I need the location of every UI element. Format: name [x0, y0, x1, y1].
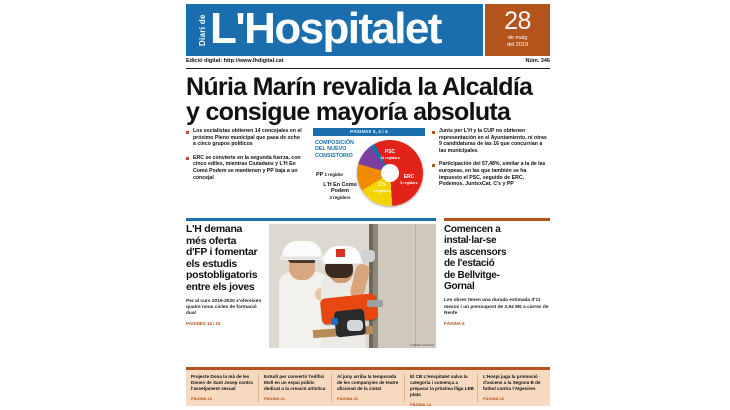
teaser-strip-rule — [186, 367, 550, 370]
masthead-year: del 2019 — [506, 42, 529, 48]
teaser-page[interactable]: PÀGINA 24 — [410, 401, 431, 407]
masthead-blue-panel — [186, 4, 483, 56]
lead-story-pages[interactable]: PÀGINES 14 i 15 — [186, 320, 221, 326]
photo-hardhat-logo — [336, 249, 345, 257]
edition-line — [186, 58, 550, 69]
edition-url[interactable]: Edició digital: http://www.lhdigital.cat — [186, 58, 284, 64]
rule-orange — [444, 218, 550, 221]
side-headline-line: Comencen a — [444, 224, 501, 235]
teaser-divider — [404, 374, 405, 402]
teaser-page[interactable]: PÀGINA 21 — [264, 395, 285, 401]
pie-label-erc-name: ERC — [403, 174, 415, 180]
pie-label-cs-seats: 4 regidors — [373, 188, 391, 193]
bullet-text: ERC se convierte en la segunda fuerza, con cinco ediles, mientras Ciutadans y L'H En Comú Podem se mantienen y PP baja a un concejal — [193, 154, 301, 181]
masthead-kicker: Diari de — [198, 14, 207, 46]
bullet-item — [186, 155, 304, 181]
main-stories-block — [186, 218, 550, 366]
bullet-item — [432, 161, 550, 187]
teaser-page[interactable]: PÀGINA 20 — [337, 395, 358, 401]
masthead-month: de maig — [507, 35, 528, 41]
teaser-divider — [258, 374, 259, 402]
lead-headline-line: L'H demana — [186, 223, 243, 235]
teaser-text: Al juny arriba la temporada de les companyies de teatre aficionat de la ciutat — [337, 374, 399, 391]
teaser-item[interactable] — [264, 374, 328, 402]
pie-label-cs — [371, 183, 393, 193]
photo-wall-right — [377, 224, 436, 348]
legend-lhencomu-seats: 3 regidors — [329, 194, 351, 200]
bullet-text: Participación del 57,48%, similar a la de las europeas, en las que también se ha impuesto el PSC, seguido de ERC, Podemos, JuntsxCat, C's y PP — [439, 161, 546, 188]
pie-label-psc-seats: 14 regidors — [380, 155, 400, 160]
lead-headline-line: d'FP i fomentar — [186, 246, 258, 259]
teaser-item[interactable] — [191, 374, 255, 402]
teaser-text: El CB L'Hospitalet salva la categoria i comença a preparar la pròxima lliga LEB plata — [410, 374, 474, 397]
photo-glove-lower — [347, 320, 363, 331]
lead-headline-line: els estudis — [186, 257, 237, 270]
lead-story-subhead: Per al curs 2019-2020 s'ofereixen quatre nous cicles de formació dual — [186, 298, 262, 316]
lead-headline-line: entre els joves — [186, 280, 255, 293]
bullet-square-icon — [186, 131, 189, 134]
photo-nail-gun-nose — [367, 300, 383, 307]
legend-pp-seats: 1 regidor — [324, 172, 344, 177]
main-headline — [186, 75, 550, 125]
masthead-date-box — [485, 4, 550, 56]
side-headline-line: Gornal — [444, 281, 475, 293]
teaser-page[interactable]: PÀGINA 16 — [191, 395, 212, 401]
lead-headline-line: postobligatoris — [186, 269, 258, 282]
legend-lhencomu — [315, 182, 365, 200]
teaser-item[interactable] — [337, 374, 401, 402]
side-story-headline — [444, 224, 550, 292]
paper-sheet — [181, 0, 555, 410]
teaser-divider — [331, 374, 332, 402]
pie-label-psc — [371, 150, 409, 160]
lead-headline-line: més oferta — [186, 234, 237, 247]
teaser-strip — [186, 370, 550, 406]
photo-nail-gun-detail — [331, 318, 338, 325]
photo-wall-seam — [415, 224, 416, 348]
summary-zone — [186, 128, 550, 214]
lead-story-photo — [269, 224, 436, 348]
side-headline-line: els ascensors — [444, 246, 507, 258]
photo-glove-upper — [361, 250, 375, 262]
pie-label-erc-seats: 5 regidors — [400, 180, 418, 185]
side-headline-line: de l'estació — [444, 258, 495, 270]
legend-lhencomu-party: L'H En Comú Podem — [323, 182, 357, 195]
bullet-square-icon — [432, 131, 435, 134]
council-composition-infographic — [313, 128, 425, 214]
side-story-pages[interactable]: PÀGINA 6 — [444, 321, 465, 327]
bullet-text: Los socialistas obtienen 14 concejales en el próximo Pleno municipal que pasa de ocho a cinco grupos políticos — [193, 128, 302, 148]
teaser-text: Estudi per convertir l'edifici Moll en un espai públic dedicat a la creació artística — [264, 374, 326, 391]
photo-credit: GABRIEL CAZADO — [409, 343, 434, 347]
bullet-column-left — [186, 128, 304, 188]
masthead-day: 28 — [504, 7, 531, 35]
teaser-item[interactable] — [410, 374, 474, 408]
teaser-text: Projecte Dona la mà de les Dones de Sant Josep contra l'assetjament sexual — [191, 374, 253, 391]
infographic-pages-bar[interactable]: PÁGINAS 3, 4 i 5 — [313, 128, 425, 136]
side-headline-line: instal·lar-se — [444, 235, 497, 247]
bullet-item — [432, 128, 550, 154]
issue-number: Núm. 346 — [525, 58, 550, 64]
lead-story[interactable] — [186, 224, 264, 326]
side-story-subhead: Les obres tenen una durada estimada d'11 mesos i un pressupost de 2,94 M€ a càrrec de Renfe — [444, 298, 549, 316]
teaser-page[interactable]: PÀGINA 26 — [483, 395, 504, 401]
pie-label-cs-name: C's — [378, 182, 386, 188]
bullet-text: Junts per L'H y la CUP no obtienen representación en el Ayuntamiento, ni otras 9 candidaturas de las 16 que concurrían a las municipales — [439, 128, 547, 154]
bullet-item — [186, 128, 304, 148]
side-story[interactable] — [444, 224, 550, 326]
bullet-square-icon — [432, 164, 435, 167]
photo-student-1-hardhat — [282, 241, 322, 259]
photo-wall-edge — [373, 224, 378, 348]
teaser-divider — [477, 374, 478, 402]
rule-blue — [186, 218, 436, 221]
pie-label-erc — [396, 175, 422, 185]
teaser-text: L'Hospi juga la promoció d'ascens a la Segona B de futbol contra l'Algesires — [483, 374, 541, 391]
pie-label-psc-name: PSC — [384, 149, 396, 155]
masthead-title: L'Hospitalet — [210, 4, 441, 53]
teaser-item[interactable] — [483, 374, 547, 402]
headline-line-1: Núria Marín revalida la Alcaldía — [186, 73, 533, 101]
headline-line-2: y consigue mayoría absoluta — [186, 98, 511, 126]
bullet-column-right — [432, 128, 550, 195]
bullet-square-icon — [186, 157, 189, 160]
side-headline-line: de Bellvitge- — [444, 269, 500, 281]
masthead — [181, 4, 555, 56]
lead-story-headline — [186, 224, 264, 294]
infographic-title: COMPOSICIÓN DEL NUEVO CONSISTORIO — [315, 140, 354, 159]
legend-pp-party: PP — [316, 172, 324, 178]
